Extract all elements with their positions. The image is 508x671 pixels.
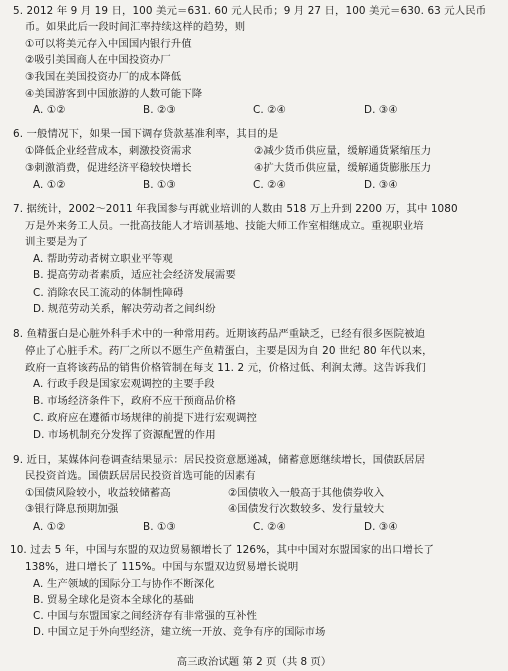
question-stem: 6. 一般情况下，如果一国下调存贷款基准利率，其目的是 — [13, 128, 279, 140]
choice-d: D. ③④ — [364, 178, 398, 191]
option-a: A. 帮助劳动者树立职业平等观 — [33, 253, 173, 266]
statement-item: ④国债发行次数较多、发行量较大 — [228, 503, 385, 516]
question-stem: 7. 据统计，2002～2011 年我国参与再就业培训的人数由 518 万上升到 2200 万，其中 1080 — [13, 202, 458, 215]
choice-d: D. ③④ — [364, 104, 398, 117]
option-c: C. 政府应在遵循市场规律的前提下进行宏观调控 — [33, 411, 257, 424]
option-d: D. 中国立足于外向型经济，建立统一开放、竞争有序的国际市场 — [33, 627, 326, 639]
statement-item: ④美国游客到中国旅游的人数可能下降 — [25, 87, 203, 100]
option-d: D. 市场机制充分发挥了资源配置的作用 — [33, 428, 216, 441]
statement-item: ④扩大货币供应量，缓解通货膨胀压力 — [254, 162, 432, 175]
question-stem: 10. 过去 5 年，中国与东盟的双边贸易额增长了 126%，其中中国对东盟国家的出口增长了 — [10, 544, 434, 557]
question-stem: 万是外来务工人员。一批高技能人才培训基地、技能大师工作室相继成立。重视职业培 — [25, 219, 424, 232]
question-stem: 币。如果此后一段时间汇率持续这样的趋势，则 — [25, 21, 246, 34]
choice-a: A. ①② — [33, 104, 66, 117]
option-a: A. 行政手段是国家宏观调控的主要手段 — [33, 378, 215, 391]
option-b: B. 提高劳动者素质，适应社会经济发展需要 — [33, 269, 236, 282]
page-footer: 高三政治试题 第 2 页（共 8 页） — [176, 656, 332, 668]
statement-item: ①可以将美元存入中国国内银行升值 — [25, 38, 192, 51]
choice-d: D. ③④ — [364, 520, 398, 533]
option-c: C. 中国与东盟国家之间经济存有非常强的互补性 — [33, 610, 257, 623]
option-d: D. 规范劳动关系，解决劳动者之间纠纷 — [33, 302, 216, 315]
question-stem: 138%，进口增长了 115%。中国与东盟双边贸易增长说明 — [25, 560, 299, 573]
statement-item: ③我国在美国投资办厂的成本降低 — [25, 70, 182, 83]
statement-item: ②减少货币供应量，缓解通货紧缩压力 — [254, 145, 432, 158]
choice-a: A. ①② — [33, 520, 66, 533]
question-stem: 9. 近日，某媒体问卷调查结果显示：居民投资意愿递减，储蓄意愿继续增长，国债跃居居 — [13, 453, 426, 466]
question-stem: 民投资首选。国债跃居居民投资首选可能的因素有 — [25, 469, 256, 482]
option-a: A. 生产领域的国际分工与协作不断深化 — [33, 577, 215, 590]
choice-b: B. ②③ — [143, 104, 176, 117]
choice-c: C. ②④ — [253, 104, 286, 117]
statement-item: ③银行降息预期加强 — [25, 503, 119, 516]
option-c: C. 消除农民工流动的体制性障碍 — [33, 286, 184, 299]
question-stem: 停止了心脏手术。药厂之所以不愿生产鱼精蛋白，主要是因为自 20 世纪 80 年代以来， — [25, 344, 433, 357]
question-stem: 训主要是为了 — [25, 235, 88, 248]
choice-b: B. ①③ — [143, 520, 176, 533]
statement-item: ①国债风险较小，收益较储蓄高 — [25, 487, 171, 500]
choice-c: C. ②④ — [253, 520, 286, 533]
statement-item: ①降低企业经营成本，刺激投资需求 — [25, 145, 192, 158]
choice-b: B. ①③ — [143, 178, 176, 191]
choice-a: A. ①② — [33, 178, 66, 191]
question-stem: 5. 2012 年 9 月 19 日，100 美元＝631. 60 元人民币；9 月 27 日，100 美元＝630. 63 元人民币 — [13, 4, 487, 17]
statement-item: ②吸引美国商人在中国投资办厂 — [25, 54, 171, 67]
question-stem: 政府一直将该药品的销售价格管制在每支 11. 2 元，价格过低、利润太薄。这告诉我们 — [25, 361, 426, 374]
choice-c: C. ②④ — [253, 178, 286, 191]
question-stem: 8. 鱼精蛋白是心脏外科手术中的一种常用药。近期该药品严重缺乏，已经有很多医院被迫 — [13, 327, 426, 340]
statement-item: ②国债收入一般高于其他债券收入 — [228, 487, 385, 500]
option-b: B. 市场经济条件下，政府不应干预商品价格 — [33, 395, 236, 408]
statement-item: ③刺激消费，促进经济平稳较快增长 — [25, 162, 192, 175]
option-b: B. 贸易全球化是资本全球化的基础 — [33, 594, 194, 607]
